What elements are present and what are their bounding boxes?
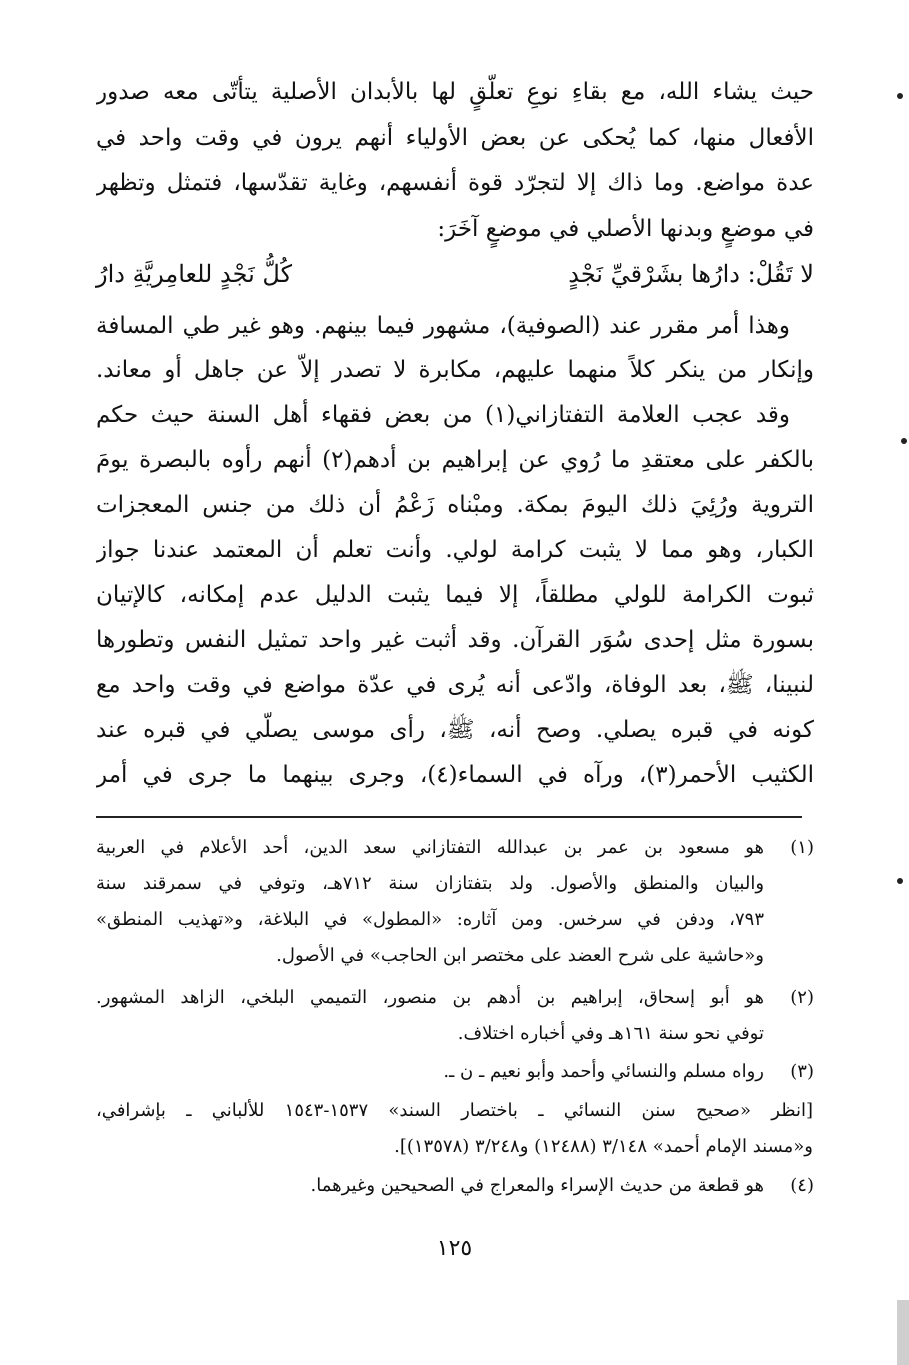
- body-line: بالكفر على معتقدِ ما رُوي عن إبراهيم بن أدهم(٢) أنهم رأوه بالبصرة يومَ: [96, 447, 814, 473]
- page-edge-shadow: [897, 1300, 909, 1365]
- body-line: وإنكار من ينكر كلاً منهما عليهم، مكابرة لا تصدر إلاّ عن جاهل أو معاند.: [96, 357, 814, 383]
- footnote-line: رواه مسلم والنسائي وأحمد وأبو نعيم ـ ن ـ.: [443, 1061, 764, 1082]
- body-line: وهذا أمر مقرر عند (الصوفية)، مشهور فيما بينهم. وهو غير طي المسافة: [96, 313, 790, 339]
- footnote-line: توفي نحو سنة ١٦١هـ وفي أخباره اختلاف.: [457, 1023, 764, 1044]
- footnote-number: (٢): [790, 987, 814, 1008]
- scan-mark: [897, 878, 903, 884]
- body-line: في موضعٍ وبدنها الأصلي في موضعٍ آخَرَ:: [437, 216, 814, 242]
- verse-first-hemistich: لا تَقُلْ: دارُها بشَرْقيِّ نَجْدٍ: [568, 260, 814, 288]
- body-line: كونه في قبره يصلي. وصح أنه، ﷺ، رأى موسى يصلّي في قبره عند: [96, 717, 814, 743]
- body-line: الكبار، وهو مما لا يثبت كرامة لولي. وأنت تعلم أن المعتمد عندنا جواز: [96, 537, 814, 563]
- footnote-number: (١): [790, 837, 814, 858]
- body-line: عدة مواضع. وما ذاك إلا لتجرّد قوة أنفسهم، وغاية تقدّسها، فتمثل وتظهر: [96, 170, 814, 196]
- footnote-line: و«مسند الإمام أحمد» ٣/١٤٨ (١٢٤٨٨) و٣/٢٤٨ (١٣٥٧٨)].: [394, 1136, 813, 1157]
- footnote-line: [انظر «صحيح سنن النسائي ـ باختصار السند» ١٥٣٧-١٥٤٣ للألباني ـ بإشرافي،: [96, 1100, 813, 1121]
- footnote-number: (٣): [790, 1061, 814, 1082]
- body-line: ثبوت الكرامة للولي مطلقاً، إلا فيما يثبت الدليل عدم إمكانه، كالإتيان: [96, 582, 814, 608]
- footnote-line: هو قطعة من حديث الإسراء والمعراج في الصحيحين وغيرهما.: [310, 1175, 764, 1196]
- body-line: وقد عجب العلامة التفتازاني(١) من بعض فقهاء أهل السنة حيث حكم: [96, 402, 790, 428]
- poetry-verse: [96, 252, 814, 296]
- body-line: حيث يشاء الله، مع بقاءِ نوعِ تعلّقٍ لها بالأبدان الأصلية يتأتّى معه صدور: [96, 79, 814, 105]
- body-line: لنبينا، ﷺ، بعد الوفاة، وادّعى أنه يُرى في عدّة مواضع في وقت واحد مع: [96, 672, 814, 698]
- footnote-3: [96, 1056, 814, 1090]
- footnote-1: [96, 832, 814, 866]
- footnote-line: و«حاشية على شرح العضد على مختصر ابن الحاجب» في الأصول.: [276, 945, 764, 966]
- footnote-number: (٤): [790, 1175, 814, 1196]
- body-line: التروية ورُئِيَ ذلك اليومَ بمكة. ومبْناه زَعْمُ أن ذلك من جنس المعجزات: [96, 492, 814, 518]
- body-line: الأفعال منها، كما يُحكى عن بعض الأولياء أنهم يرون في وقت واحد في: [96, 125, 814, 151]
- footnote-2: [96, 982, 814, 1016]
- body-line: بسورة مثل إحدى سُوَر القرآن. وقد أثبت غير واحد تمثيل النفس وتطورها: [96, 627, 814, 653]
- footnote-line: هو أبو إسحاق، إبراهيم بن أدهم بن منصور، التميمي البلخي، الزاهد المشهور.: [96, 987, 764, 1008]
- scan-mark: [901, 438, 907, 444]
- footnote-line: والبيان والمنطق والأصول. ولد بتفتازان سنة ٧١٢هـ، وتوفي في سمرقند سنة: [96, 873, 764, 894]
- footnote-separator: [96, 816, 802, 818]
- page-number: ١٢٥: [436, 1236, 473, 1261]
- scan-mark: [897, 93, 903, 99]
- body-line: الكثيب الأحمر(٣)، ورآه في السماء(٤)، وجرى بينهما ما جرى في أمر: [96, 762, 814, 788]
- footnote-4: [96, 1170, 814, 1204]
- verse-second-hemistich: كُلُّ نَجْدٍ للعامِريَّةِ دارُ: [96, 260, 292, 288]
- footnote-line: ٧٩٣، ودفن في سرخس. ومن آثاره: «المطول» في البلاغة، و«تهذيب المنطق»: [96, 909, 764, 930]
- footnote-line: هو مسعود بن عمر بن عبدالله التفتازاني سعد الدين، أحد الأعلام في العربية: [96, 837, 764, 858]
